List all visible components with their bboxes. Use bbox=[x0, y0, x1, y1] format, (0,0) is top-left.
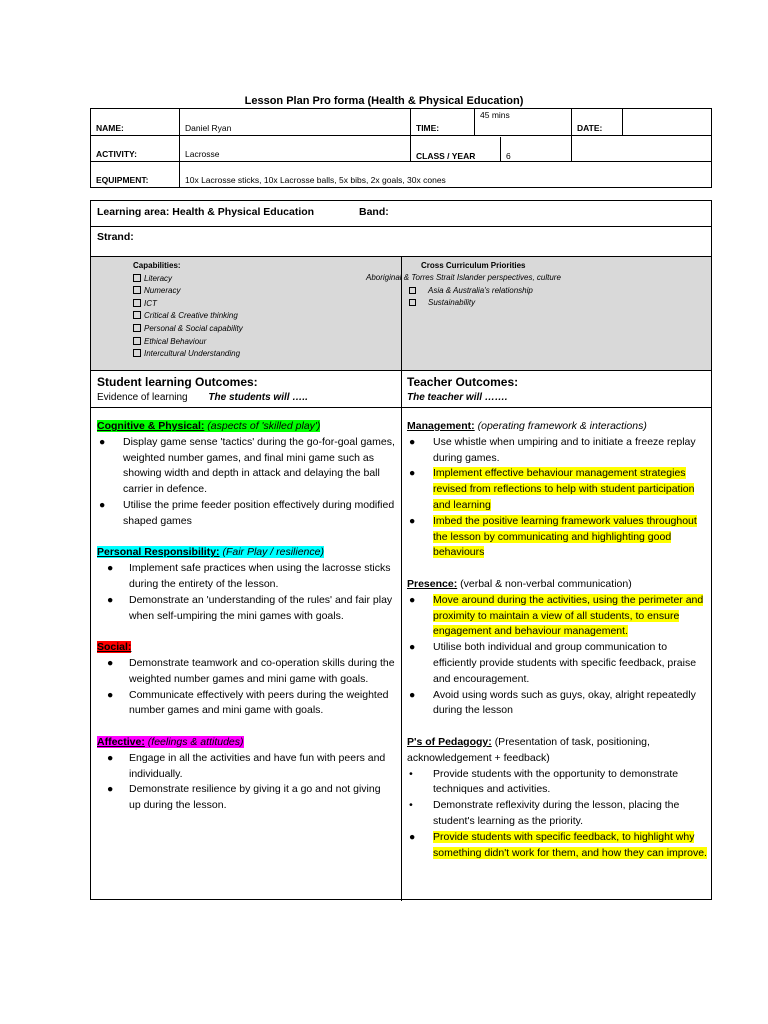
checkbox-icon bbox=[409, 299, 416, 306]
checkbox-icon bbox=[133, 274, 141, 282]
strand-row bbox=[91, 227, 711, 257]
ccp-item: Asia & Australia's relationship bbox=[409, 285, 533, 297]
lesson-details-table bbox=[90, 108, 712, 188]
activity-value: Lacrosse bbox=[180, 136, 411, 162]
date-label: DATE: bbox=[572, 109, 623, 136]
checkbox-icon bbox=[133, 299, 141, 307]
list-item: ● Move around during the activities, using the perimeter and proximity to maintain a view of all students, to ensure engagement and behaviour management. bbox=[409, 593, 704, 638]
capabilities-heading: Capabilities: bbox=[133, 261, 181, 270]
time-value: 45 mins bbox=[475, 109, 572, 136]
class-value: 6 bbox=[500, 137, 511, 161]
ccp-item: Aboriginal & Torres Strait Islander perspectives, culture bbox=[366, 273, 561, 282]
learning-area-row bbox=[91, 201, 711, 227]
list-item: ● Demonstrate teamwork and co-operation skills during the weighted number games and mini game with goals. bbox=[107, 656, 395, 685]
teacher-outcomes-sub: The teacher will ……. bbox=[407, 392, 508, 403]
equipment-value: 10x Lacrosse sticks, 10x Lacrosse balls, 5x bibs, 2x goals, 30x cones bbox=[180, 162, 712, 188]
equipment-label: EQUIPMENT: bbox=[91, 162, 180, 188]
capability-item: Ethical Behaviour bbox=[133, 336, 243, 349]
list-item: ● Utilise the prime feeder position effectively during modified shaped games bbox=[99, 498, 395, 527]
cross-curriculum-list bbox=[366, 260, 561, 310]
checkbox-icon bbox=[133, 337, 141, 345]
page-title: Lesson Plan Pro forma (Health & Physical Education) bbox=[244, 95, 524, 107]
checkbox-icon bbox=[133, 324, 141, 332]
list-item: ● Use whistle when umpiring and to initiate a freeze replay during games. bbox=[409, 435, 696, 464]
capability-item: Intercultural Understanding bbox=[133, 348, 243, 361]
list-item: ● Engage in all the activities and have fun with peers and individually. bbox=[107, 751, 386, 780]
list-item: ● Utilise both individual and group communication to efficiently provide students with specific feedback, praise and encouragement. bbox=[409, 641, 697, 685]
list-item: ● Provide students with specific feedback, to highlight why something didn't work for them, and how they can improve. bbox=[409, 830, 707, 859]
capability-item: Numeracy bbox=[133, 285, 243, 298]
capability-item: ICT bbox=[133, 298, 243, 311]
personal-responsibility-heading: Personal Responsibility: (Fair Play / resilience) bbox=[97, 546, 324, 559]
student-outcomes-sub: Evidence of learning The students will ….. bbox=[97, 392, 308, 403]
band-label: Band: bbox=[359, 206, 389, 218]
column-divider bbox=[401, 257, 402, 901]
list-item: ● Implement effective behaviour management strategies revised from reflections to help with student participation and learning bbox=[409, 467, 695, 511]
list-item: • Demonstrate reflexivity during the lesson, placing the student's learning as the priority. bbox=[409, 799, 680, 827]
time-label: TIME: bbox=[411, 109, 475, 136]
capability-item: Literacy bbox=[133, 273, 243, 286]
list-item: ● Avoid using words such as guys, okay, alright repeatedly during the lesson bbox=[409, 688, 696, 717]
activity-label: ACTIVITY: bbox=[91, 136, 180, 162]
name-value: Daniel Ryan bbox=[180, 109, 411, 136]
name-label: NAME: bbox=[91, 109, 180, 136]
checkbox-icon bbox=[133, 286, 141, 294]
list-item: ● Implement safe practices when using the lacrosse sticks during the entirety of the lesson. bbox=[107, 562, 391, 590]
cognitive-physical-heading: Cognitive & Physical: (aspects of 'skilled play') bbox=[97, 420, 321, 432]
capability-item: Personal & Social capability bbox=[133, 323, 243, 336]
presence-heading: Presence: (verbal & non-verbal communication) bbox=[407, 577, 632, 590]
lesson-plan-body bbox=[90, 200, 712, 900]
checkbox-icon bbox=[133, 311, 141, 319]
affective-heading: Affective: (feelings & attitudes) bbox=[97, 735, 244, 748]
capability-item: Critical & Creative thinking bbox=[133, 310, 243, 323]
list-item: • Provide students with the opportunity to demonstrate techniques and activities. bbox=[409, 767, 679, 796]
capabilities-list bbox=[133, 260, 243, 361]
student-outcomes-column bbox=[97, 419, 395, 814]
student-outcomes-heading: Student learning Outcomes: bbox=[97, 375, 258, 389]
checkbox-icon bbox=[133, 349, 141, 357]
list-item: ● Demonstrate an 'understanding of the rules' and fair play when self-umpiring the mini games with goals. bbox=[107, 593, 393, 622]
teacher-outcomes-heading: Teacher Outcomes: bbox=[407, 375, 519, 389]
list-item: ● Imbed the positive learning framework values throughout the lesson by communicating and highlighting good behaviours bbox=[409, 514, 697, 559]
class-label: CLASS / YEAR bbox=[416, 151, 476, 161]
teacher-outcomes-column bbox=[407, 419, 707, 861]
checkbox-icon bbox=[409, 287, 416, 294]
list-item: ● Display game sense 'tactics' during the go-for-goal games, weighted number games, and final mini game such as showing width and depth in attack and delaying the ball carrier in defence. bbox=[99, 435, 395, 496]
ccp-item: Sustainability bbox=[409, 297, 533, 309]
date-value bbox=[623, 109, 712, 136]
list-item: ● Demonstrate resilience by giving it a go and not giving up during the lesson. bbox=[107, 783, 381, 812]
pedagogy-heading: P's of Pedagogy: (Presentation of task, positioning, acknowledgement + feedback) bbox=[407, 735, 650, 764]
social-heading: Social: bbox=[97, 641, 132, 654]
learning-area: Learning area: Health & Physical Education bbox=[97, 206, 315, 218]
management-heading: Management: (operating framework & interactions) bbox=[407, 420, 647, 432]
list-item: ● Communicate effectively with peers during the weighted number games and mini game with goals. bbox=[107, 688, 389, 717]
ccp-heading: Cross Curriculum Priorities bbox=[421, 261, 526, 270]
strand-label: Strand: bbox=[97, 231, 134, 243]
